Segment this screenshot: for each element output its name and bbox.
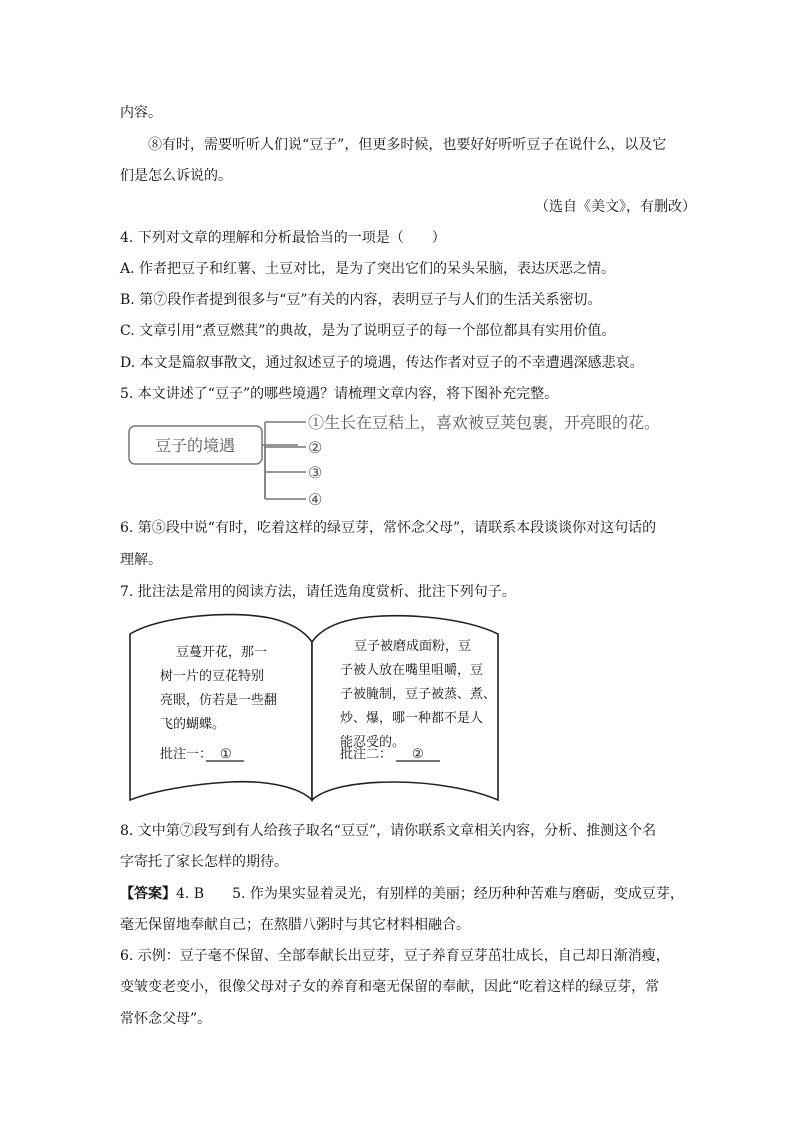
right-note-mark: ② [412,747,424,762]
passage-para8-line1: ⑧有时，需要听听人们说“豆子”，但更多时候，也要好好听听豆子在说什么，以及它 [148,137,667,153]
answer-q6-line2: 变皱变老变小，很像父母对子女的养育和毫无保留的奉献，因此“吃着这样的绿豆芽，常 [120,979,660,995]
answer-line2: 毫无保留地奉献自己；在熬腊八粥时与其它材料相融合。 [120,917,470,933]
q4-option-a: A. 作者把豆子和红薯、土豆对比，是为了突出它们的呆头呆脑，表达厌恶之情。 [120,261,616,277]
answer-label: 【答案】 [120,886,176,902]
left-note-label: 批注一： [160,747,213,762]
q6-stem-line1: 6. 第⑤段中说“有时，吃着这样的绿豆芽，常怀念父母”，请联系本段谈谈你对这句话的 [120,520,657,536]
diagram-branch-3: ③ [308,463,323,482]
q4-option-c: C. 文章引用“煮豆燃萁”的典故，是为了说明豆子的每一个部位都具有实用价值。 [120,323,616,339]
right-page-line-2: 子被人放在嘴里咀嚼，豆 [340,663,484,678]
situation-diagram [120,405,680,513]
right-page-line-5: 能忍受的。 [340,735,406,750]
book-illustration [120,612,510,808]
right-page-line-1: 豆子被磨成面粉，豆 [354,639,472,654]
q4-stem: 4. 下列对文章的理解和分析最恰当的一项是（ ） [120,230,446,246]
q7-stem: 7. 批注法是常用的阅读方法，请任选角度赏析、批注下列句子。 [120,584,516,600]
answer-q6-line1: 6. 示例：豆子毫不保留、全部奉献长出豆芽，豆子养育豆芽茁壮成长，自己却日渐消瘦， [120,948,670,964]
answer-q6-line3: 常怀念父母”。 [120,1011,212,1027]
q6-stem-line2: 理解。 [120,552,162,568]
q4-option-d: D. 本文是篇叙事散文，通过叙述豆子的境遇，传达作者对豆子的不幸遭遇深感悲哀。 [120,355,644,371]
passage-line: 内容。 [120,105,162,121]
passage-source: （选自《美文》，有删改） [535,199,696,215]
left-page-line-1: 豆蔓开花，那一 [176,645,268,660]
diagram-branch-4: ④ [308,490,323,509]
left-page-line-4: 飞的蝴蝶。 [160,717,226,732]
left-note-mark: ① [220,747,232,762]
q8-stem-line2: 字寄托了家长怎样的期待。 [120,854,288,870]
right-page-line-4: 炒、爆，哪一种都不是人 [340,711,484,726]
answer-line1 [120,884,684,904]
passage-para8-line2: 们是怎么诉说的。 [120,168,232,184]
q8-stem-line1: 8. 文中第⑦段写到有人给孩子取名“豆豆”，请你联系文章相关内容，分析、推测这个名 [120,823,657,839]
right-note-label: 批注二： [340,747,393,762]
left-page-line-2: 树一片的豆花特别 [160,669,265,684]
diagram-root-label: 豆子的境遇 [154,436,236,455]
q5-stem: 5. 本文讲述了“豆子”的哪些境遇？请梳理文章内容，将下图补充完整。 [120,386,559,402]
right-page-line-3: 子被腌制，豆子被蒸、煮、 [340,687,497,702]
diagram-branch-2: ② [308,438,323,457]
diagram-branch-1: ①生长在豆秸上，喜欢被豆荚包裹，开亮眼的花。 [308,413,661,432]
q4-option-b: B. 第⑦段作者提到很多与“豆”有关的内容，表明豆子与人们的生活关系密切。 [120,292,602,308]
answer-line1-text: 4. B 5. 作为果实显着灵光，有别样的美丽；经历种种苦难与磨砺，变成豆芽， [176,886,684,902]
left-page-line-3: 亮眼，仿若是一些翻 [160,693,278,708]
